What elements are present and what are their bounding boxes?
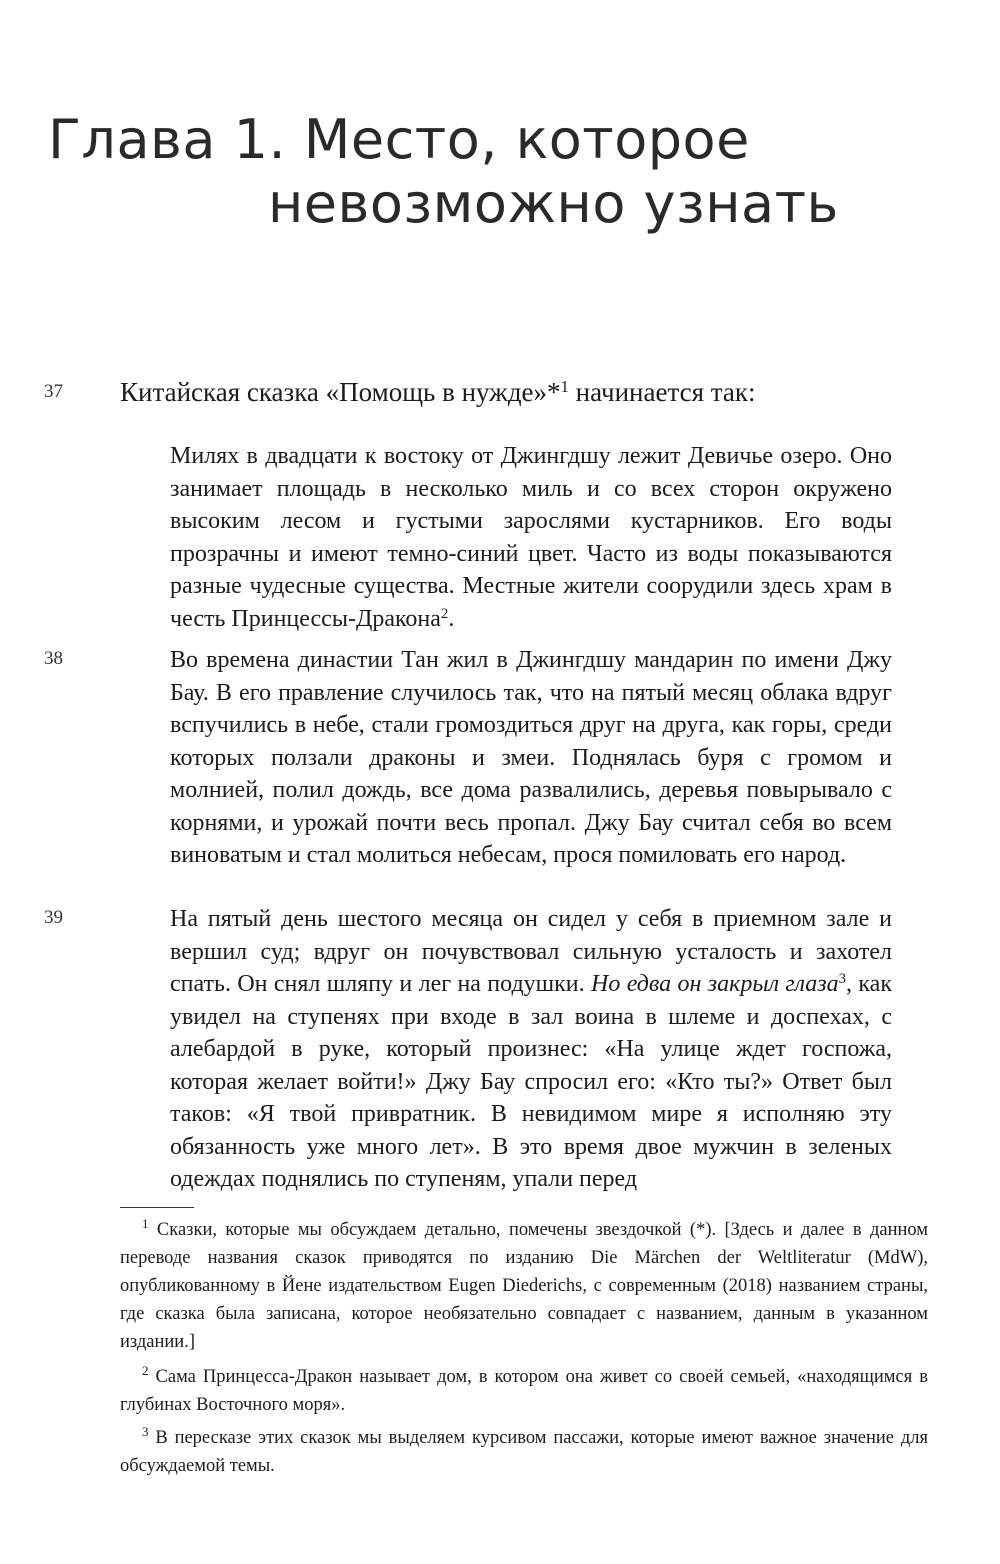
footnote-separator — [120, 1207, 194, 1208]
footnote-3-text: В пересказе этих сказок мы выделяем курсивом пассажи, которые имеют важное значение для обсуждаемой темы. — [120, 1428, 929, 1476]
paragraph-39-italic: Но едва он закрыл глаза — [591, 971, 839, 997]
paragraph-39 — [170, 903, 892, 1196]
quote-block — [170, 440, 892, 635]
footnote-3-number: 3 — [142, 1423, 149, 1439]
footnote-3 — [120, 1424, 928, 1480]
quote-end: . — [448, 605, 455, 632]
paragraph-number-38: 38 — [44, 648, 63, 669]
footnote-2-text: Сама Принцесса-Дракон называет дом, в котором она живет со своей семьей, «находящимся в глубинах Восточного моря». — [120, 1367, 929, 1415]
footnote-2 — [120, 1363, 928, 1419]
quote-text: Милях в двадцати к востоку от Джингдшу лежит Девичье озеро. Оно занимает площадь в несколько миль и со всех сторон окружено высоким лесом и густыми зарослями кустарников. Его воды прозрачны и имеют темно-синий цвет. Часто из воды показываются разные чудесные существа. Местные жители соорудили здесь храм в честь Принцессы-Дракона — [170, 443, 892, 632]
paragraph-39-text-end: , как увидел на ступенях при входе в зал воина в шлеме и доспехах, с алебардой в руке, который произнес: «На улице ждет госпожа, которая желает войти!» Джу Бау спросил его: «Кто ты?» Ответ был таков: «Я твой привратник. В невидимом мире я исполняю эту обязанность уже много лет». В это время двое мужчин в зеленых одеждах поднялись по ступеням, упали перед — [170, 971, 892, 1192]
chapter-title-line-2: невозможно узнать — [268, 172, 839, 235]
footnote-ref-2[interactable]: 2 — [440, 605, 449, 622]
intro-sentence — [120, 374, 940, 410]
footnote-1 — [120, 1216, 928, 1356]
intro-text-end: начинается так: — [568, 377, 756, 407]
footnote-2-number: 2 — [142, 1362, 149, 1378]
footnote-ref-3[interactable]: 3 — [838, 970, 847, 987]
paragraph-38: Во времена династии Тан жил в Джингдшу мандарин по имени Джу Бау. В его правление случилось так, что на пятый месяц облака вдруг вспучились в небе, стали громоздиться друг на друга, как горы, среди которых ползали драконы и змеи. Поднялась буря с громом и молнией, полил дождь, все дома развалились, деревья повырывало с корнями, и урожай почти весь пропал. Джу Бау считал себя во всем виноватым и стал молиться небесам, прося помиловать его народ. — [170, 647, 892, 868]
chapter-title-line-1: Глава 1. Место, которое — [48, 108, 750, 171]
intro-text: Китайская сказка «Помощь в нужде»* — [120, 377, 561, 407]
footnote-1-number: 1 — [142, 1215, 149, 1231]
paragraph-number-37: 37 — [44, 381, 63, 402]
paragraph-number-39: 39 — [44, 907, 63, 928]
paragraph-39-text: На пятый день шестого месяца он сидел у себя в приемном зале и вершил суд; вдруг он почувствовал сильную усталость и захотел спать. Он снял шляпу и лег на подушки. — [170, 906, 892, 997]
chapter-title — [48, 108, 948, 236]
footnote-1-text: Сказки, которые мы обсуждаем детально, помечены звездочкой (*). [Здесь и далее в данном переводе названия сказок приводятся по изданию Die Märchen der Weltliteratur (MdW), опубликованному в Йене издательством Eugen Diederichs, с современным (2018) названием страны, где сказка была записана, которое необязательно совпадает с названием, данным в указанном издании.] — [120, 1220, 928, 1352]
footnote-ref-1[interactable]: 1 — [560, 376, 569, 396]
